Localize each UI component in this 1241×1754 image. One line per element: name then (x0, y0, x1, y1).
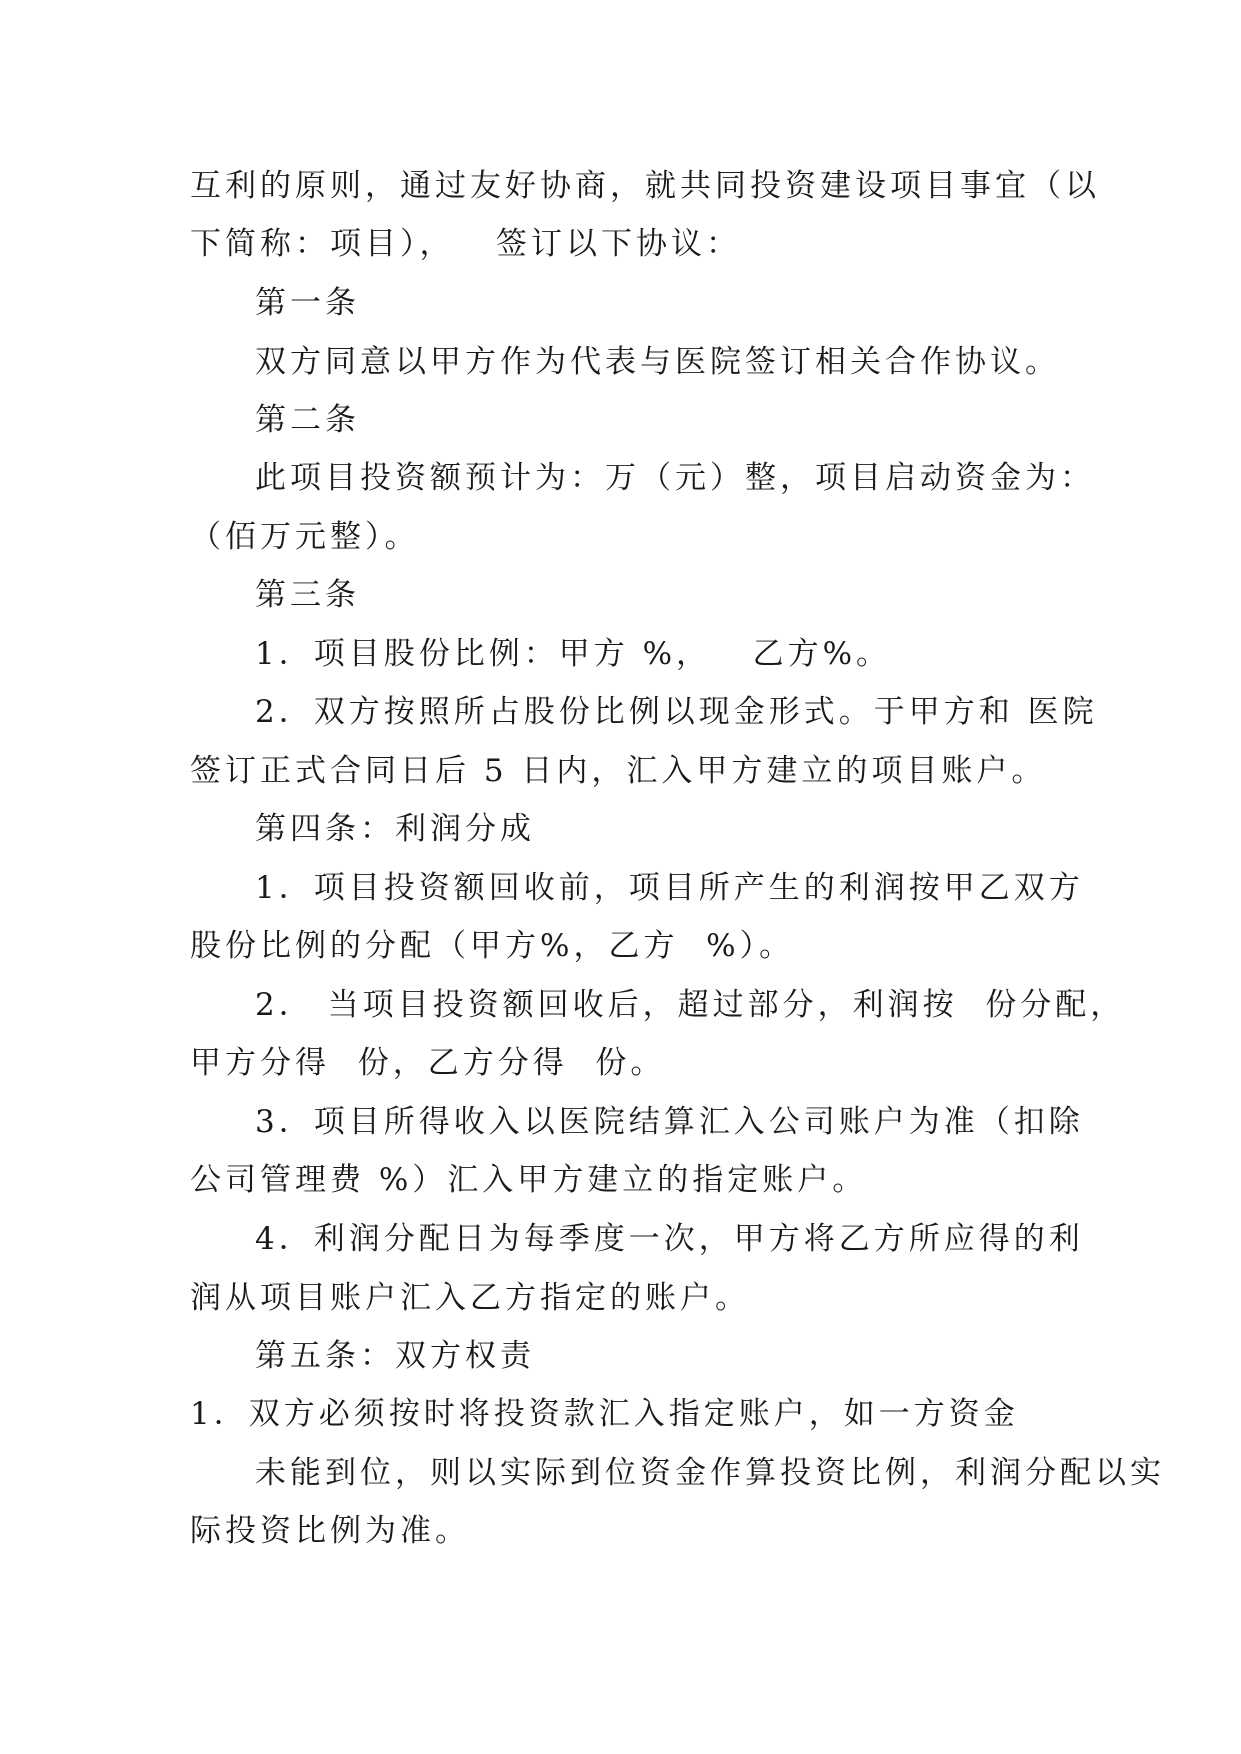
text-line: 1．双方必须按时将投资款汇入指定账户，如一方资金 (190, 1396, 1019, 1432)
article-heading: 第四条：利润分成 (255, 811, 535, 847)
article-heading: 第一条 (255, 285, 360, 321)
text-line: 互利的原则，通过友好协商，就共同投资建设项目事宜（以 (190, 168, 1100, 204)
text-line: 4．利润分配日为每季度一次，甲方将乙方所应得的利 (255, 1221, 1084, 1257)
text-line: 3．项目所得收入以医院结算汇入公司账户为准（扣除 (255, 1104, 1084, 1140)
text-line: 1．项目股份比例：甲方 %， 乙方%。 (255, 636, 892, 672)
article-heading: 第二条 (255, 402, 360, 438)
text-line: 签订正式合同日后 5 日内，汇入甲方建立的项目账户。 (190, 753, 1047, 789)
text-line: 双方同意以甲方作为代表与医院签订相关合作协议。 (255, 344, 1060, 380)
text-line: 此项目投资额预计为：万（元）整，项目启动资金为： (255, 460, 1095, 496)
text-line: 1．项目投资额回收前，项目所产生的利润按甲乙双方 (255, 870, 1084, 906)
text-line: 下简称：项目）， 签订以下协议： (190, 226, 742, 262)
text-line: 2．双方按照所占股份比例以现金形式。于甲方和 医院 (255, 694, 1098, 730)
text-line: （佰万元整）。 (190, 519, 420, 555)
text-line: 股份比例的分配（甲方%，乙方 %）。 (190, 928, 795, 964)
text-line: 甲方分得 份，乙方分得 份。 (190, 1045, 666, 1081)
article-heading: 第五条：双方权责 (255, 1338, 535, 1374)
text-line: 际投资比例为准。 (190, 1513, 470, 1549)
article-heading: 第三条 (255, 577, 360, 613)
text-line: 未能到位，则以实际到位资金作算投资比例，利润分配以实 (255, 1455, 1165, 1491)
text-line: 润从项目账户汇入乙方指定的账户。 (190, 1280, 750, 1316)
text-line: 2． 当项目投资额回收后，超过部分，利润按 份分配， (255, 987, 1126, 1023)
text-line: 公司管理费 %）汇入甲方建立的指定账户。 (190, 1162, 868, 1198)
